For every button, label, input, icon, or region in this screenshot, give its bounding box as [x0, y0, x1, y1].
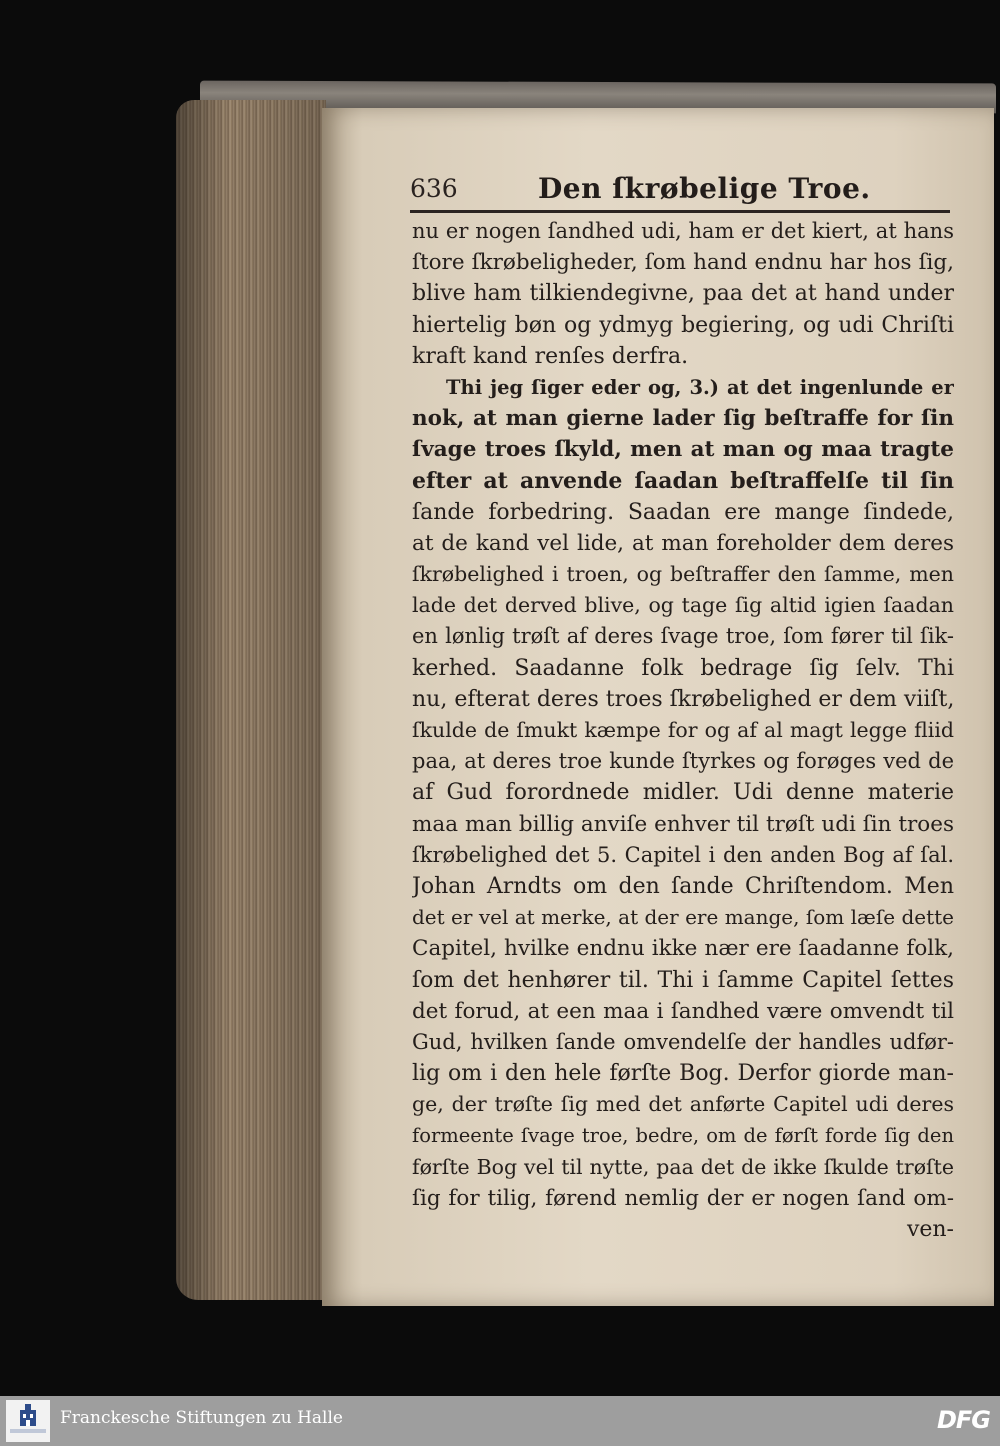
text-line: ſkrøbelighed i troen, og beſtraffer den ſamme, men [412, 562, 954, 587]
text-line: lade det derved blive, og tage ſig altid igien ſaadan [412, 593, 954, 618]
page-number: 636 [410, 174, 458, 203]
text-line: nu, efterat deres troes ſkrøbelighed er dem viiſt, [412, 686, 954, 712]
text-line: ven- [906, 1217, 954, 1242]
text-line: ſande forbedring. Saadan ere mange ſindede, [412, 499, 954, 525]
text-line: kerhed. Saadanne folk bedrage ſig ſelv. Thi [412, 655, 954, 681]
page-header [410, 174, 950, 208]
text-line: hiertelig bøn og ydmyg begiering, og udi Chriſti [412, 312, 954, 338]
text-line: ſkulde de ſmukt kæmpe for og af al magt legge fliid [412, 718, 954, 742]
text-line: en lønlig trøſt af deres ſvage troe, ſom fører til ſik- [412, 624, 954, 649]
text-line: blive ham tilkiendegivne, paa det at hand under [412, 281, 954, 307]
text-line: ſkrøbelighed det 5. Capitel i den anden Bog af ſal. [412, 842, 954, 867]
text-line: kraft kand renſes derfra. [412, 343, 689, 369]
text-line: det forud, at een maa i ſandhed være omvendt til [412, 998, 954, 1024]
text-block [412, 216, 954, 1245]
text-line: lig om i den hele førſte Bog. Derfor giorde man- [412, 1061, 954, 1087]
text-line: ſvage troes ſkyld, men at man og maa tragte [412, 437, 954, 463]
text-line: Johan Arndts om den ſande Chriſtendom. Men [412, 873, 954, 899]
dfg-logo[interactable]: DFG [936, 1406, 990, 1434]
text-line: det er vel at merke, at der ere mange, ſom læſe dette [412, 905, 954, 930]
text-line: maa man billig anviſe enhver til trøſt udi ſin troes [412, 811, 954, 837]
text-line: ge, der trøſte ſig med det anførte Capitel udi deres [412, 1092, 954, 1117]
institution-logo[interactable] [6, 1400, 50, 1442]
institution-name[interactable]: Franckesche Stiftungen zu Halle [60, 1408, 343, 1428]
text-line: nok, at man gierne lader ſig beſtraffe for ſin [412, 406, 954, 432]
text-line: nu er nogen ſandhed udi, ham er det kiert, at hans [412, 219, 954, 243]
text-line: førſte Bog vel til nytte, paa det de ikke ſkulde trøſte [412, 1154, 954, 1179]
book-fore-edge [176, 100, 326, 1300]
header-rule [410, 210, 950, 213]
text-line: Gud, hvilken ſande omvendelſe der handles udfør- [412, 1029, 954, 1054]
text-line: ſtore ſkrøbeligheder, ſom hand endnu har hos ſig, [412, 250, 954, 276]
text-line: formeente ſvage troe, bedre, om de førſt forde ſig den [412, 1124, 954, 1148]
book-page [322, 108, 994, 1306]
text-line: at de kand vel lide, at man foreholder dem deres [412, 530, 954, 556]
footer-bar [0, 1396, 1000, 1446]
running-title: Den ſkrøbelige Troe. [538, 172, 871, 205]
text-line: Capitel, hvilke endnu ikke nær ere ſaadanne folk, [412, 936, 954, 962]
text-line: efter at anvende ſaadan beſtraffelſe til ſin [412, 467, 954, 494]
orphanage-icon [6, 1400, 50, 1442]
text-line: ſom det henhører til. Thi i ſamme Capitel ſettes [412, 967, 954, 993]
text-line: af Gud forordnede midler. Udi denne materie [412, 780, 954, 806]
text-line: paa, at deres troe kunde ſtyrkes og forøges ved de [412, 749, 954, 774]
text-line: ſig for tilig, førend nemlig der er nogen ſand om- [412, 1185, 954, 1211]
text-line: Thi jeg ſiger eder og, 3.) at det ingenlunde er [446, 375, 954, 399]
